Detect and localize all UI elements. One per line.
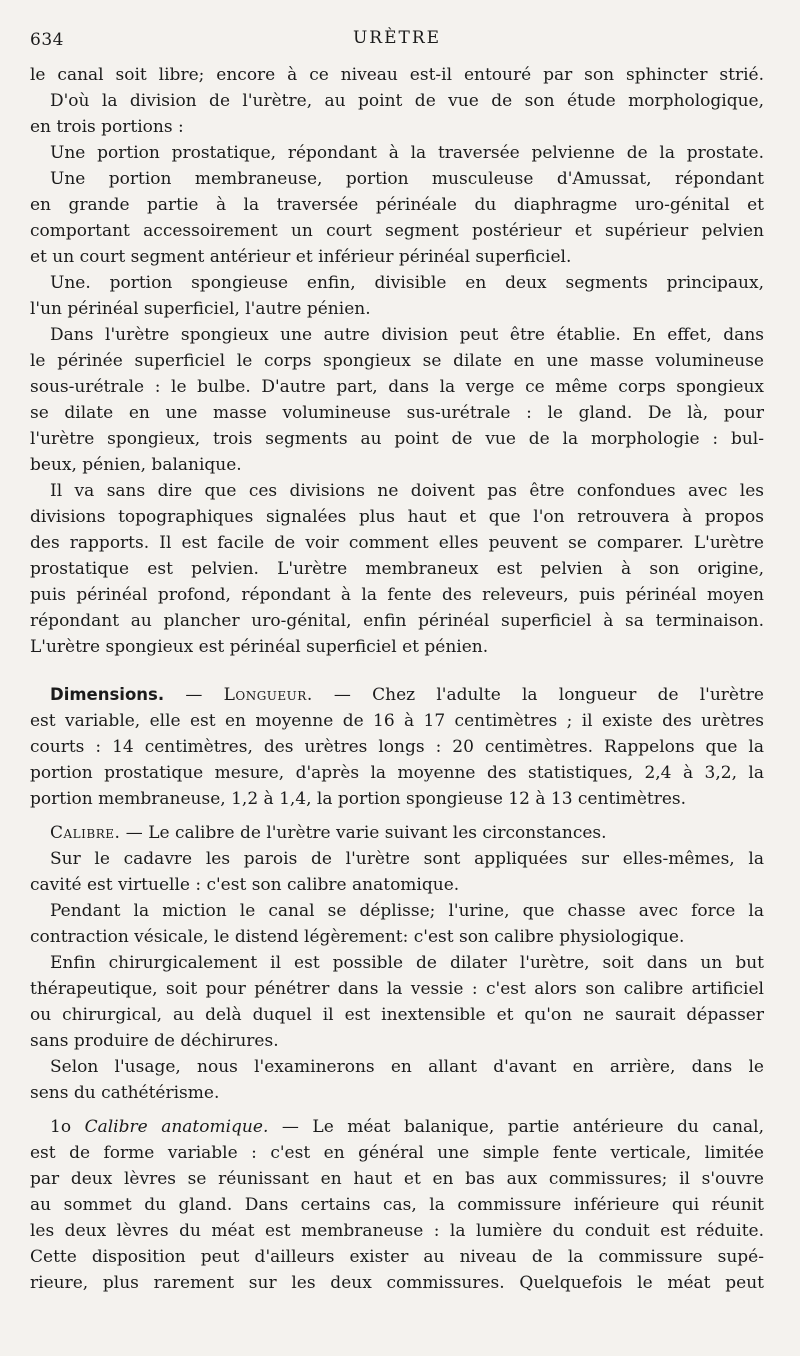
section-gap — [30, 812, 764, 820]
text-line: D'où la division de l'urètre, au point de vue de son étude morphologique, — [50, 91, 764, 111]
text-line: en grande partie à la traversée périnéale du diaphragme uro-génital et — [30, 195, 764, 215]
paragraph — [30, 322, 764, 478]
text-line: puis périnéal profond, répondant à la fente des releveurs, puis périnéal moyen — [30, 585, 764, 605]
text-line: L'urètre spongieux est périnéal superficiel et pénien. — [30, 637, 489, 657]
calibre-anatomique-section — [30, 1114, 764, 1296]
paragraph — [30, 1054, 764, 1106]
section-gap — [30, 1106, 764, 1114]
page-number: 634 — [30, 30, 64, 50]
text-line: Dans l'urètre spongieux une autre division peut être établie. En effet, dans — [50, 325, 764, 345]
text-line: se dilate en une masse volumineuse sus-urétrale : le gland. De là, pour — [30, 403, 764, 423]
text-line: le canal soit libre; encore à ce niveau est-il entouré par son sphincter strié. — [30, 65, 764, 85]
paragraph — [30, 270, 764, 322]
text-line: sous-urétrale : le bulbe. D'autre part, dans la verge ce même corps spongieux — [30, 377, 764, 397]
section-number: 1o — [50, 1117, 85, 1137]
text-run: — Le calibre de l'urètre varie suivant les circonstances. — [120, 823, 607, 843]
text-line — [30, 1114, 764, 1140]
paragraph — [30, 166, 764, 270]
text-line: Une portion prostatique, répondant à la traversée pelvienne de la prostate. — [50, 143, 764, 163]
text-line: l'un périnéal superficiel, l'autre pénien. — [30, 299, 371, 319]
text-line: ou chirurgical, au delà duquel il est inextensible et qu'on ne saurait dépasser — [30, 1005, 764, 1025]
text-line: des rapports. Il est facile de voir comment elles peuvent se comparer. L'urètre — [30, 533, 764, 553]
text-line: prostatique est pelvien. L'urètre membraneux est pelvien à son origine, — [30, 559, 764, 579]
paragraph — [30, 478, 764, 660]
text-line: comportant accessoirement un court segment postérieur et supérieur pelvien — [30, 221, 764, 241]
text-line: contraction vésicale, le distend légèrement: c'est son calibre physiologique. — [30, 927, 685, 947]
longueur-subheading: Longueur. — [223, 685, 313, 705]
calibre-section — [30, 820, 764, 846]
text-line: au sommet du gland. Dans certains cas, la commissure inférieure qui réunit — [30, 1195, 764, 1215]
text-line: portion membraneuse, 1,2 à 1,4, la portion spongieuse 12 à 13 centimètres. — [30, 789, 687, 809]
paragraph — [30, 140, 764, 166]
text-line: thérapeutique, soit pour pénétrer dans la vessie : c'est alors son calibre artificiel — [30, 979, 764, 999]
text-line: sans produire de déchirures. — [30, 1031, 279, 1051]
text-line: par deux lèvres se réunissant en haut et en bas aux commissures; il s'ouvre — [30, 1169, 764, 1189]
text-line: divisions topographiques signalées plus haut et que l'on retrouvera à propos — [30, 507, 764, 527]
body-text — [30, 62, 764, 1296]
calibre-anatomique-title: Calibre anatomique. — [84, 1117, 269, 1137]
text-line: est variable, elle est en moyenne de 16 à 17 centimètres ; il existe des urètres — [30, 711, 764, 731]
text-line: beux, pénien, balanique. — [30, 455, 242, 475]
calibre-subheading: Calibre. — [50, 823, 121, 843]
text-run: — Chez l'adulte la longueur de l'urètre — [312, 685, 764, 705]
paragraph — [30, 62, 764, 140]
text-line: Enfin chirurgicalement il est possible de dilater l'urètre, soit dans un but — [50, 953, 764, 973]
page-header — [30, 26, 764, 62]
text-line: Cette disposition peut d'ailleurs exister au niveau de la commissure supé- — [30, 1247, 764, 1267]
text-line: rieure, plus rarement sur les deux commissures. Quelquefois le méat peut — [30, 1273, 764, 1293]
text-line: est de forme variable : c'est en général une simple fente verticale, limitée — [30, 1143, 764, 1163]
text-line: Sur le cadavre les parois de l'urètre sont appliquées sur elles-mêmes, la — [50, 849, 764, 869]
running-title: URÈTRE — [352, 28, 442, 48]
text-line: l'urètre spongieux, trois segments au point de vue de la morphologie : bul- — [30, 429, 764, 449]
dimensions-heading: Dimensions. — [50, 685, 165, 704]
text-line: en trois portions : — [30, 117, 184, 137]
text-line: répondant au plancher uro-génital, enfin périnéal superficiel à sa terminaison. — [30, 611, 764, 631]
text-line: portion prostatique mesure, d'après la moyenne des statistiques, 2,4 à 3,2, la — [30, 763, 764, 783]
text-line: et un court segment antérieur et inférieur périnéal superficiel. — [30, 247, 572, 267]
text-line: Selon l'usage, nous l'examinerons en allant d'avant en arrière, dans le — [50, 1057, 764, 1077]
text-line: le périnée superficiel le corps spongieux se dilate en une masse volumineuse — [30, 351, 764, 371]
paragraph — [30, 950, 764, 1054]
text-line: courts : 14 centimètres, des urètres longs : 20 centimètres. Rappelons que la — [30, 737, 764, 757]
text-line: cavité est virtuelle : c'est son calibre anatomique. — [30, 875, 460, 895]
text-line: Pendant la miction le canal se déplisse; l'urine, que chasse avec force la — [50, 901, 764, 921]
text-run: — Le méat balanique, partie antérieure du canal, — [268, 1117, 764, 1137]
text-line: sens du cathétérisme. — [30, 1083, 220, 1103]
text-line: Il va sans dire que ces divisions ne doivent pas être confondues avec les — [50, 481, 764, 501]
text-line: Une portion membraneuse, portion musculeuse d'Amussat, répondant — [50, 169, 764, 189]
paragraph — [30, 846, 764, 898]
dimensions-section — [30, 682, 764, 812]
text-line: Une. portion spongieuse enfin, divisible en deux segments principaux, — [50, 273, 764, 293]
text-line — [30, 682, 764, 708]
text-line: les deux lèvres du méat est membraneuse : la lumière du conduit est réduite. — [30, 1221, 764, 1241]
dash: — — [164, 685, 224, 705]
text-line — [30, 820, 764, 846]
section-gap — [30, 660, 764, 682]
paragraph — [30, 898, 764, 950]
